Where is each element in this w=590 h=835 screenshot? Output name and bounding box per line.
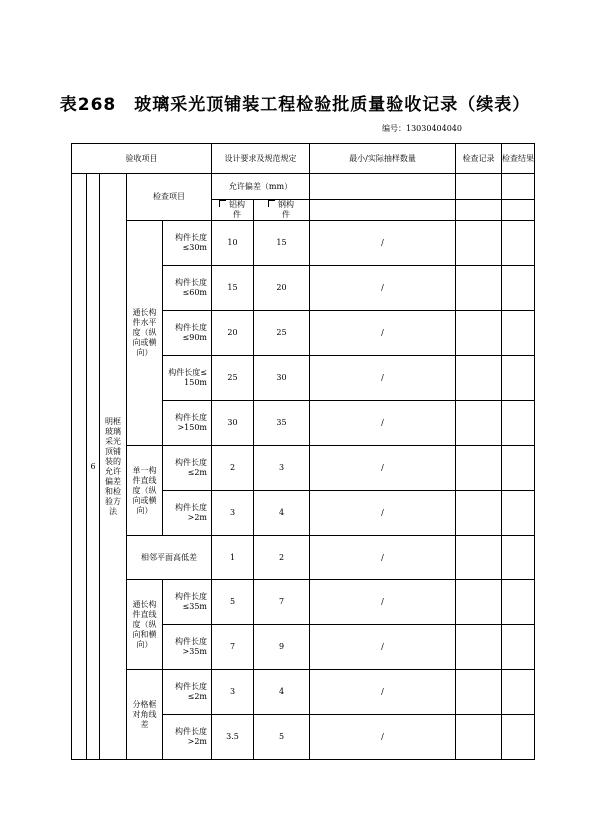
record-cell[interactable] — [456, 356, 502, 401]
record-cell[interactable] — [456, 221, 502, 266]
record-cell[interactable] — [456, 311, 502, 356]
sample-cell — [310, 174, 456, 200]
group-diagonal: 分格框对角线差 — [127, 670, 163, 760]
result-cell[interactable] — [502, 580, 535, 625]
document-code: 编号：13030404040 — [382, 124, 462, 133]
row-label: 构件长度≤35m — [163, 580, 212, 625]
sample-value: / — [310, 356, 456, 401]
alu-value: 5 — [212, 580, 254, 625]
alu-value: 20 — [212, 311, 254, 356]
record-cell[interactable] — [456, 266, 502, 311]
record-cell[interactable] — [456, 174, 502, 200]
alu-value: 15 — [212, 266, 254, 311]
group-straightness-single: 单一构件直线度（纵向或横向） — [127, 446, 163, 536]
result-cell[interactable] — [502, 200, 535, 221]
alu-value: 2 — [212, 446, 254, 491]
result-cell[interactable] — [502, 536, 535, 580]
row-label: 构件长度>35m — [163, 625, 212, 670]
header-result: 检查结果 — [502, 144, 535, 174]
row-label: 构件长度>150m — [163, 401, 212, 446]
result-cell[interactable] — [502, 715, 535, 760]
sample-value: / — [310, 536, 456, 580]
row-label: 构件长度≤2m — [163, 670, 212, 715]
alu-value: 3 — [212, 491, 254, 536]
record-cell[interactable] — [456, 670, 502, 715]
row-label: 构件长度≤90m — [163, 311, 212, 356]
record-cell[interactable] — [456, 715, 502, 760]
sample-cell — [310, 200, 456, 221]
alu-value: 3.5 — [212, 715, 254, 760]
record-cell[interactable] — [456, 580, 502, 625]
result-cell[interactable] — [502, 670, 535, 715]
steel-value: 25 — [254, 311, 310, 356]
checkbox-icon[interactable] — [268, 200, 275, 207]
blank-margin — [72, 174, 87, 760]
allow-dev-label: 允许偏差（mm） — [212, 174, 310, 200]
result-cell[interactable] — [502, 625, 535, 670]
steel-value: 4 — [254, 670, 310, 715]
row-label: 构件长度≤30m — [163, 221, 212, 266]
steel-value: 2 — [254, 536, 310, 580]
result-cell[interactable] — [502, 266, 535, 311]
record-cell[interactable] — [456, 200, 502, 221]
steel-value: 5 — [254, 715, 310, 760]
alu-value: 10 — [212, 221, 254, 266]
record-cell[interactable] — [456, 401, 502, 446]
result-cell[interactable] — [502, 221, 535, 266]
group-straightness-full: 通长构件直线度（纵向和横向） — [127, 580, 163, 670]
alu-value: 30 — [212, 401, 254, 446]
steel-value: 35 — [254, 401, 310, 446]
sample-value: / — [310, 401, 456, 446]
flat-diff-label: 相邻平面高低差 — [127, 536, 212, 580]
alu-value: 3 — [212, 670, 254, 715]
result-cell[interactable] — [502, 446, 535, 491]
row-label: 构件长度≤60m — [163, 266, 212, 311]
sample-value: / — [310, 446, 456, 491]
alu-value: 7 — [212, 625, 254, 670]
page-title: 表268 玻璃采光顶铺装工程检验批质量验收记录（续表） — [59, 95, 531, 115]
result-cell[interactable] — [502, 401, 535, 446]
alu-header: 铝构件 — [212, 200, 254, 221]
steel-value: 20 — [254, 266, 310, 311]
result-cell[interactable] — [502, 491, 535, 536]
sample-value: / — [310, 670, 456, 715]
sample-value: / — [310, 580, 456, 625]
steel-value: 4 — [254, 491, 310, 536]
item-name: 明框玻璃采光顶铺装的允许偏差和检验方法 — [100, 174, 127, 760]
steel-value: 9 — [254, 625, 310, 670]
sample-value: / — [310, 491, 456, 536]
sample-value: / — [310, 311, 456, 356]
sample-value: / — [310, 221, 456, 266]
steel-value: 15 — [254, 221, 310, 266]
inspection-table — [71, 143, 535, 760]
header-record: 检查记录 — [456, 144, 502, 174]
steel-value: 30 — [254, 356, 310, 401]
group-horizontal: 通长构件水平度（纵向或横向） — [127, 221, 163, 446]
result-cell[interactable] — [502, 174, 535, 200]
record-cell[interactable] — [456, 491, 502, 536]
record-cell[interactable] — [456, 446, 502, 491]
alu-value: 25 — [212, 356, 254, 401]
sample-value: / — [310, 625, 456, 670]
record-cell[interactable] — [456, 625, 502, 670]
result-cell[interactable] — [502, 311, 535, 356]
check-item-label: 检查项目 — [127, 174, 212, 221]
header-sample: 最小/实际抽样数量 — [310, 144, 456, 174]
item-number: 6 — [87, 174, 100, 760]
row-label: 构件长度≤2m — [163, 446, 212, 491]
row-label: 构件长度≤ 150m — [163, 356, 212, 401]
steel-value: 7 — [254, 580, 310, 625]
sample-value: / — [310, 266, 456, 311]
row-label: 构件长度>2m — [163, 491, 212, 536]
result-cell[interactable] — [502, 356, 535, 401]
steel-value: 3 — [254, 446, 310, 491]
record-cell[interactable] — [456, 536, 502, 580]
sample-value: / — [310, 715, 456, 760]
alu-value: 1 — [212, 536, 254, 580]
steel-header: 钢构件 — [254, 200, 310, 221]
checkbox-icon[interactable] — [219, 200, 226, 207]
header-design: 设计要求及规范规定 — [212, 144, 310, 174]
header-item: 验收项目 — [72, 144, 212, 174]
row-label: 构件长度>2m — [163, 715, 212, 760]
